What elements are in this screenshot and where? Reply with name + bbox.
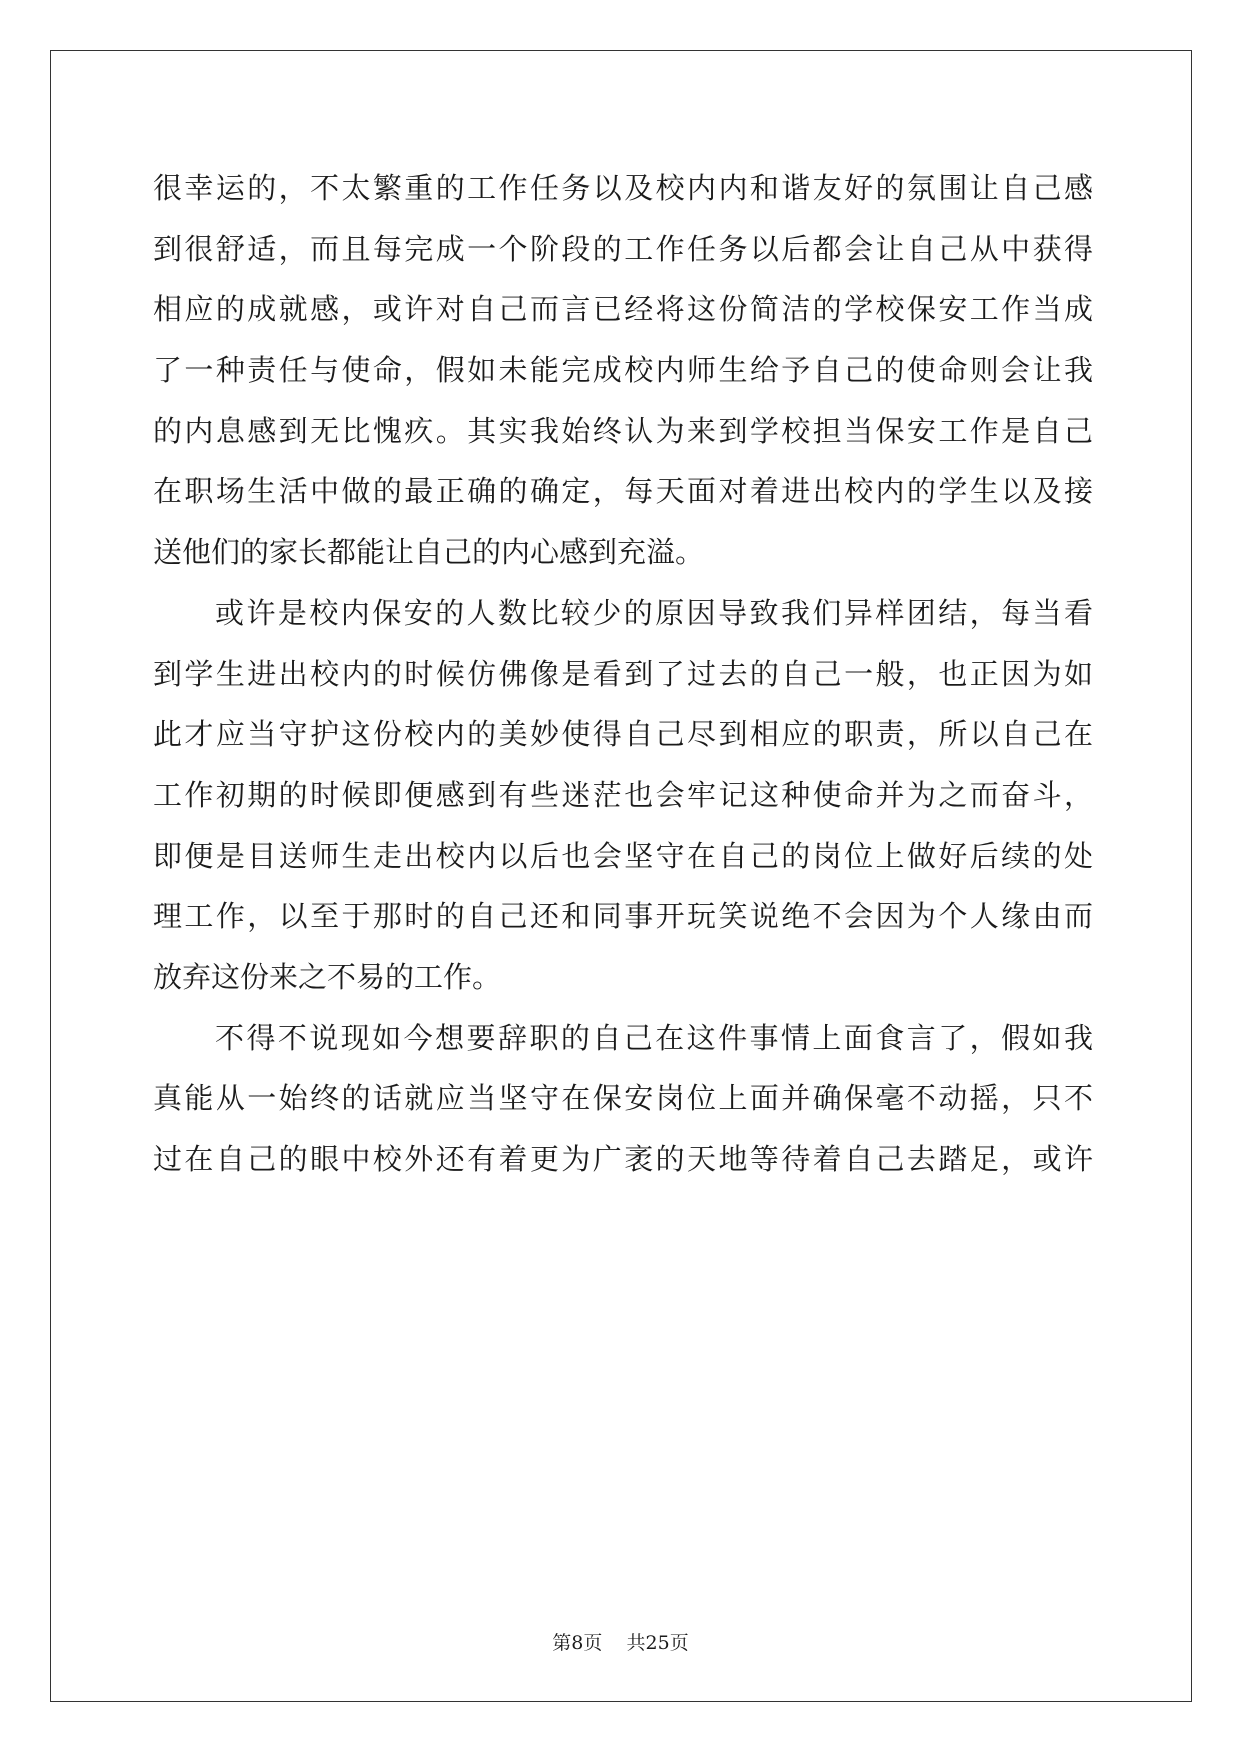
text-line: 工作初期的时候即便感到有些迷茫也会牢记这种使命并为之而奋斗， [153,777,1093,812]
document-body [153,158,1093,1190]
text-line: 不得不说现如今想要辞职的自己在这件事情上面食言了，假如我 [215,1020,1093,1055]
text-line: 到很舒适，而且每完成一个阶段的工作任务以后都会让自己从中获得 [153,231,1093,266]
text-line: 放弃这份来之不易的工作。 [153,959,502,994]
text-line: 了一种责任与使命，假如未能完成校内师生给予自己的使命则会让我 [153,353,1093,388]
text-line: 的内息感到无比愧疚。其实我始终认为来到学校担当保安工作是自己 [153,413,1093,448]
text-line: 此才应当守护这份校内的美妙使得自己尽到相应的职责，所以自己在 [153,717,1093,752]
text-line: 在职场生活中做的最正确的确定，每天面对着进出校内的学生以及接 [153,474,1093,509]
text-line: 即便是目送师生走出校内以后也会坚守在自己的岗位上做好后续的处 [153,838,1093,873]
text-line: 真能从一始终的话就应当坚守在保安岗位上面并确保毫不动摇，只不 [153,1081,1093,1116]
page-number-footer: 第8页 共25页 [552,1632,689,1654]
text-line: 理工作，以至于那时的自己还和同事开玩笑说绝不会因为个人缘由而 [153,899,1093,934]
text-line: 或许是校内保安的人数比较少的原因导致我们异样团结，每当看 [215,595,1093,630]
text-line: 很幸运的，不太繁重的工作任务以及校内内和谐友好的氛围让自己感 [153,171,1093,205]
text-line: 过在自己的眼中校外还有着更为广袤的天地等待着自己去踏足，或许 [153,1142,1093,1176]
text-line: 相应的成就感，或许对自己而言已经将这份简洁的学校保安工作当成 [153,292,1093,327]
text-line: 送他们的家长都能让自己的内心感到充溢。 [153,535,705,570]
text-line: 到学生进出校内的时候仿佛像是看到了过去的自己一般，也正因为如 [153,656,1093,691]
